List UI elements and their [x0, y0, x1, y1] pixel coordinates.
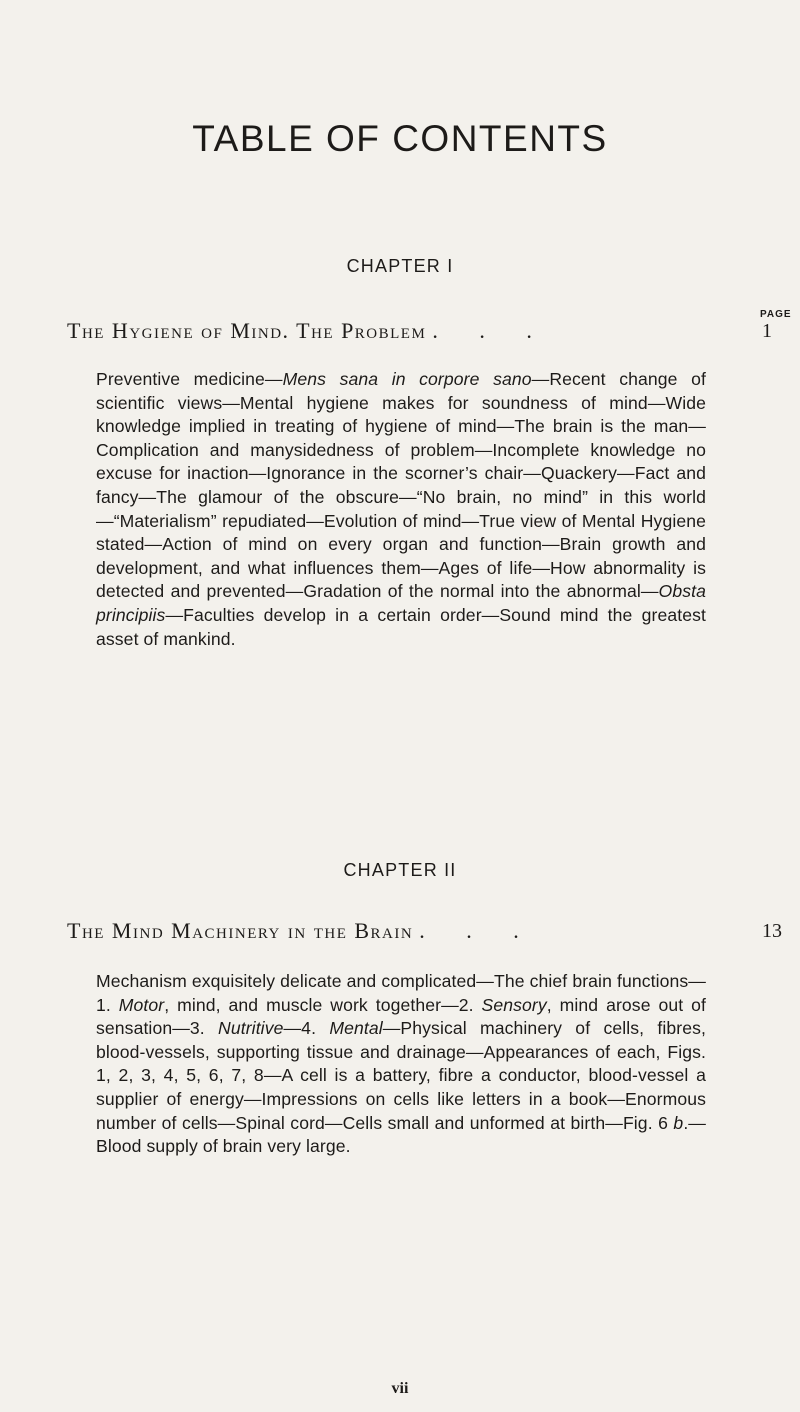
page-title: TABLE OF CONTENTS	[192, 118, 608, 159]
chapter-1-heading[interactable]	[67, 318, 707, 344]
chapter-2-title: The Mind Machinery in the Brain	[67, 918, 414, 943]
chapter-2-summary-text: , mind, and muscle work together—2.	[164, 994, 482, 1015]
chapter-1-summary-text: —Faculties develop in a certain order—Sound mind the greatest asset of mankind.	[96, 604, 706, 649]
chapter-1-summary-italic: Obsta principiis	[96, 581, 706, 625]
chapter-2-summary-text: —Physical machinery of cells, fibres, blood-vessels, supporting tissue and drainage—Appearances of each, Figs. 1, 2, 3, 4, 5, 6, 7, 8—A cell is a battery, fibre a conductor, blood-vessel a supplier of energy—Impressions on cells like letters in a book—Enormous number of cells—Spinal cord—Cells small and unformed at birth—Fig. 6	[96, 1018, 706, 1133]
chapter-1-page-number: 1	[762, 320, 772, 342]
chapter-2-heading[interactable]	[67, 918, 707, 944]
page-folio: vii	[391, 1380, 409, 1397]
chapter-2-leader: . . .	[419, 918, 537, 943]
chapter-2-summary-text: .—Blood supply of brain very large.	[96, 1112, 706, 1157]
chapter-2-page-number: 13	[762, 920, 782, 942]
chapter-2-summary-italic: Motor	[118, 994, 165, 1015]
chapter-2-label: CHAPTER II	[343, 860, 457, 880]
chapter-2-summary	[96, 970, 706, 1159]
chapter-2-summary-italic: Mental	[329, 1018, 383, 1039]
chapter-2-summary-text: Mechanism exquisitely delicate and complicated—The chief brain functions—1.	[96, 971, 706, 1015]
chapter-2-summary-italic: Sensory	[481, 994, 547, 1015]
chapter-2-summary-italic: Nutritive	[218, 1018, 284, 1039]
chapter-1-summary	[96, 368, 706, 651]
chapter-2-summary-text: , mind arose out of sensation—3.	[96, 994, 706, 1039]
chapter-1-label: CHAPTER I	[346, 256, 454, 276]
chapter-2-summary-italic: b	[673, 1112, 684, 1133]
chapter-1-leader: . . .	[432, 318, 550, 343]
chapter-1-summary-italic: Mens sana in corpore sano	[282, 369, 532, 389]
chapter-1-title: The Hygiene of Mind. The Problem	[67, 318, 427, 343]
chapter-2-summary-text: —4.	[283, 1018, 330, 1039]
page-column-label: PAGE	[760, 309, 792, 320]
chapter-1-summary-text: —Recent change of scientific views—Mental hygiene makes for soundness of mind—Wide knowledge implied in treating of hygiene of mind—The brain is the man—Complication and manysidedness of problem—Incomplete knowledge no excuse for inaction—Ignorance in the scorner’s chair—Quackery—Fact and fancy—The glamour of the obscure—“No brain, no mind” in this world—“Materialism” repudiated—Evolution of mind—True view of Mental Hygiene stated—Action of mind on every organ and function—Brain growth and development, and what influences them—Ages of life—How abnormality is detected and prevented—Gradation of the normal into the abnormal—	[96, 369, 706, 602]
chapter-1-summary-text: Preventive medicine—	[96, 369, 283, 389]
